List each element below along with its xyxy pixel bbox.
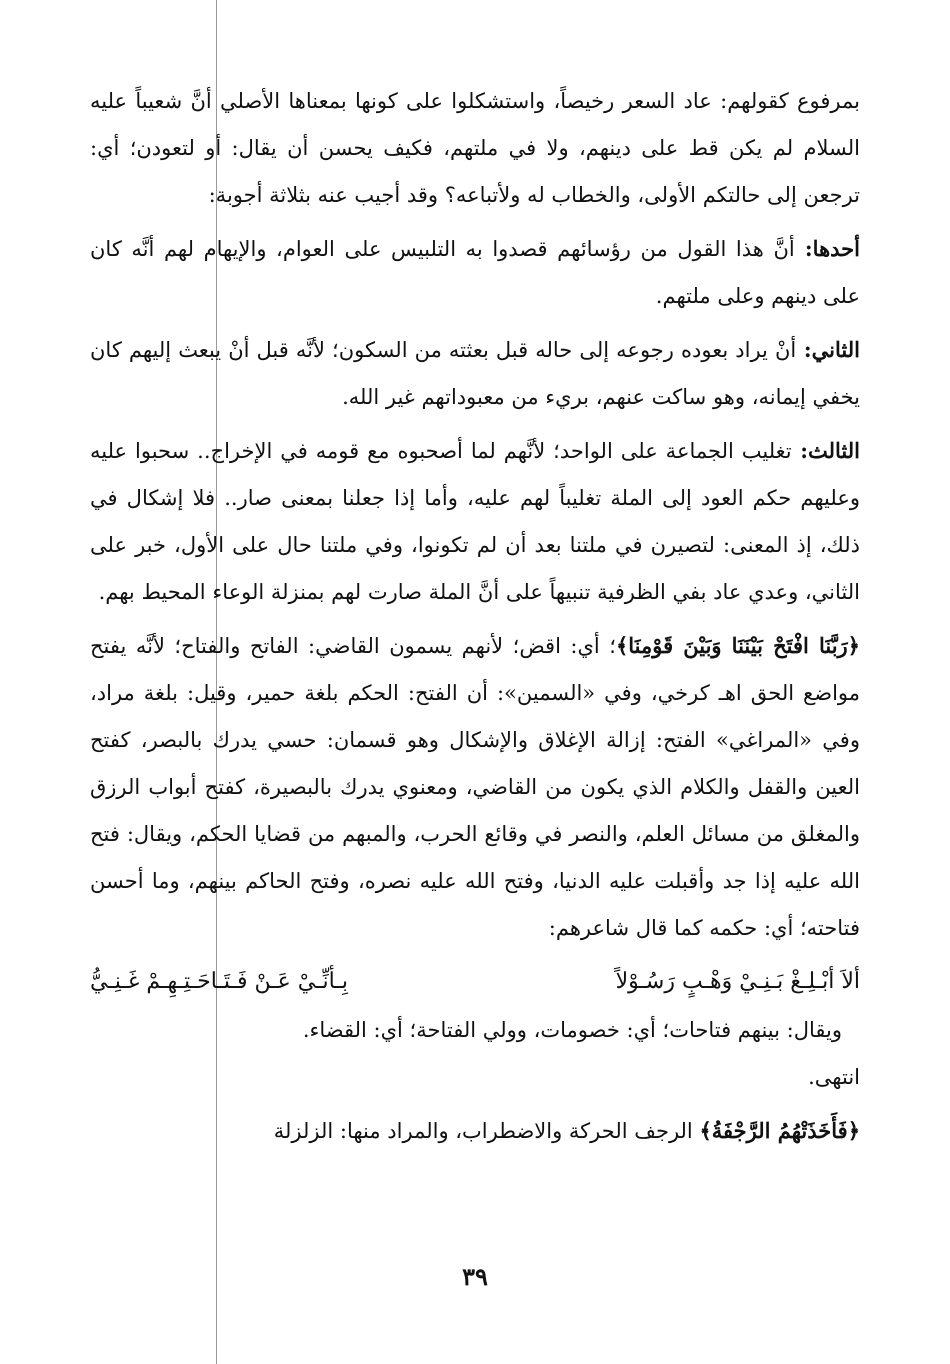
paragraph-after-poem <box>90 1007 860 1054</box>
paragraph-text: الرجف الحركة والاضطراب، والمراد منها: الزلزلة <box>273 1119 700 1143</box>
paragraph-end-note <box>90 1054 860 1101</box>
paragraph-text: ؛ أي: اقض؛ لأنهم يسمون القاضي: الفاتح والفتاح؛ لأنَّه يفتح مواضع الحق اهـ كرخي، وفي «السمين»: أن الفتح: الحكم بلغة حمير، وقيل: بلغة مراد، وفي «المراغي» الفتح: إزالة الإغلاق والإشكال وهو قسمان: حسي يدرك بالبصر، كفتح العين والقفل والكلام الذي يكون من القاضي، ومعنوي يدرك بالبصيرة، كفتح أبواب الرزق والمغلق من مسائل العلم، والنصر في وقائع الحرب، والمبهم من قضايا الحكم، ويقال: فتح الله عليه إذا جد وأقبلت عليه الدنيا، وفتح الله عليه نصره، وفتح الحاكم بينهم، وما أحسن فتاحته؛ أي: حكمه كما قال شاعرهم: <box>90 634 860 940</box>
quran-verse: ﴿فَأَخَذَتْهُمُ الرَّجْفَةُ﴾ <box>699 1118 860 1143</box>
paragraph-intro <box>90 78 860 219</box>
poem-second-hemistich: بِـأنِّـيْ عَـنْ فَـتَـاحَـتِـهِـمْ غَـنِـيُّ <box>90 969 348 994</box>
paragraph-text: تغليب الجماعة على الواحد؛ لأنَّهم لما أصحبوه مع قومه في الإخراج.. سحبوا عليه وعليهم حكم العود إلى الملة تغليباً لهم عليه، وأما إذا جعلنا بمعنى صار.. فلا إشكال في ذلك، إذ المعنى: لتصيرن في ملتنا بعد أن لم تكونوا، وفي ملتنا حال على الأول، خبر على الثاني، وعدي عاد بفي الظرفية تنبيهاً على أنَّ الملة صارت لهم بمنزلة الوعاء المحيط بهم. <box>90 439 860 604</box>
paragraph-third-answer <box>90 427 860 616</box>
paragraph-second-answer <box>90 326 860 421</box>
paragraph-lead: الثالث: <box>791 438 860 463</box>
quran-verse: ﴿رَبَّنَا افْتَحْ بَيْنَنَا وَبَيْنَ قَوْمِنَا﴾ <box>615 633 860 658</box>
paragraph-last-verse <box>90 1107 860 1155</box>
paragraph-verse-commentary <box>90 622 860 952</box>
page-number: ٣٩ <box>462 1262 488 1291</box>
paragraph-text: أنَّ هذا القول من رؤسائهم قصدوا به التلبيس على العوام، والإيهام لهم أنَّه كان على دينهم وعلى ملتهم. <box>90 237 860 308</box>
poem-verse <box>90 958 860 1005</box>
paragraph-text: أنْ يراد بعوده رجوعه إلى حاله قبل بعثته من السكون؛ لأنَّه قبل أنْ يبعث إليهم كان يخفي إيمانه، وهو ساكت عنهم، بريء من معبوداتهم غير الله. <box>90 338 860 409</box>
paragraph-first-answer <box>90 225 860 320</box>
poem-first-hemistich: ألاَ أبْـلِـغْ بَـنِـيْ وَهْـبٍ رَسُـوْلاً <box>615 969 860 994</box>
end-note: انتهى. <box>808 1065 860 1089</box>
main-text <box>90 78 860 1161</box>
paragraph-text: بمرفوع كقولهم: عاد السعر رخيصاً، واستشكلوا على كونها بمعناها الأصلي أنَّ شعيباً عليه السلام لم يكن قط على دينهم، ولا في ملتهم، فكيف يحسن أن يقال: أو لتعودن؛ أي: ترجعن إلى حالتكم الأولى، والخطاب له ولأتباعه؟ وقد أجيب عنه بثلاثة أجوبة: <box>90 89 860 207</box>
paragraph-text: ويقال: بينهم فتاحات؛ أي: خصومات، وولي الفتاحة؛ أي: القضاء. <box>302 1018 842 1042</box>
paragraph-lead: أحدها: <box>794 236 860 261</box>
paragraph-lead: الثاني: <box>796 337 860 362</box>
